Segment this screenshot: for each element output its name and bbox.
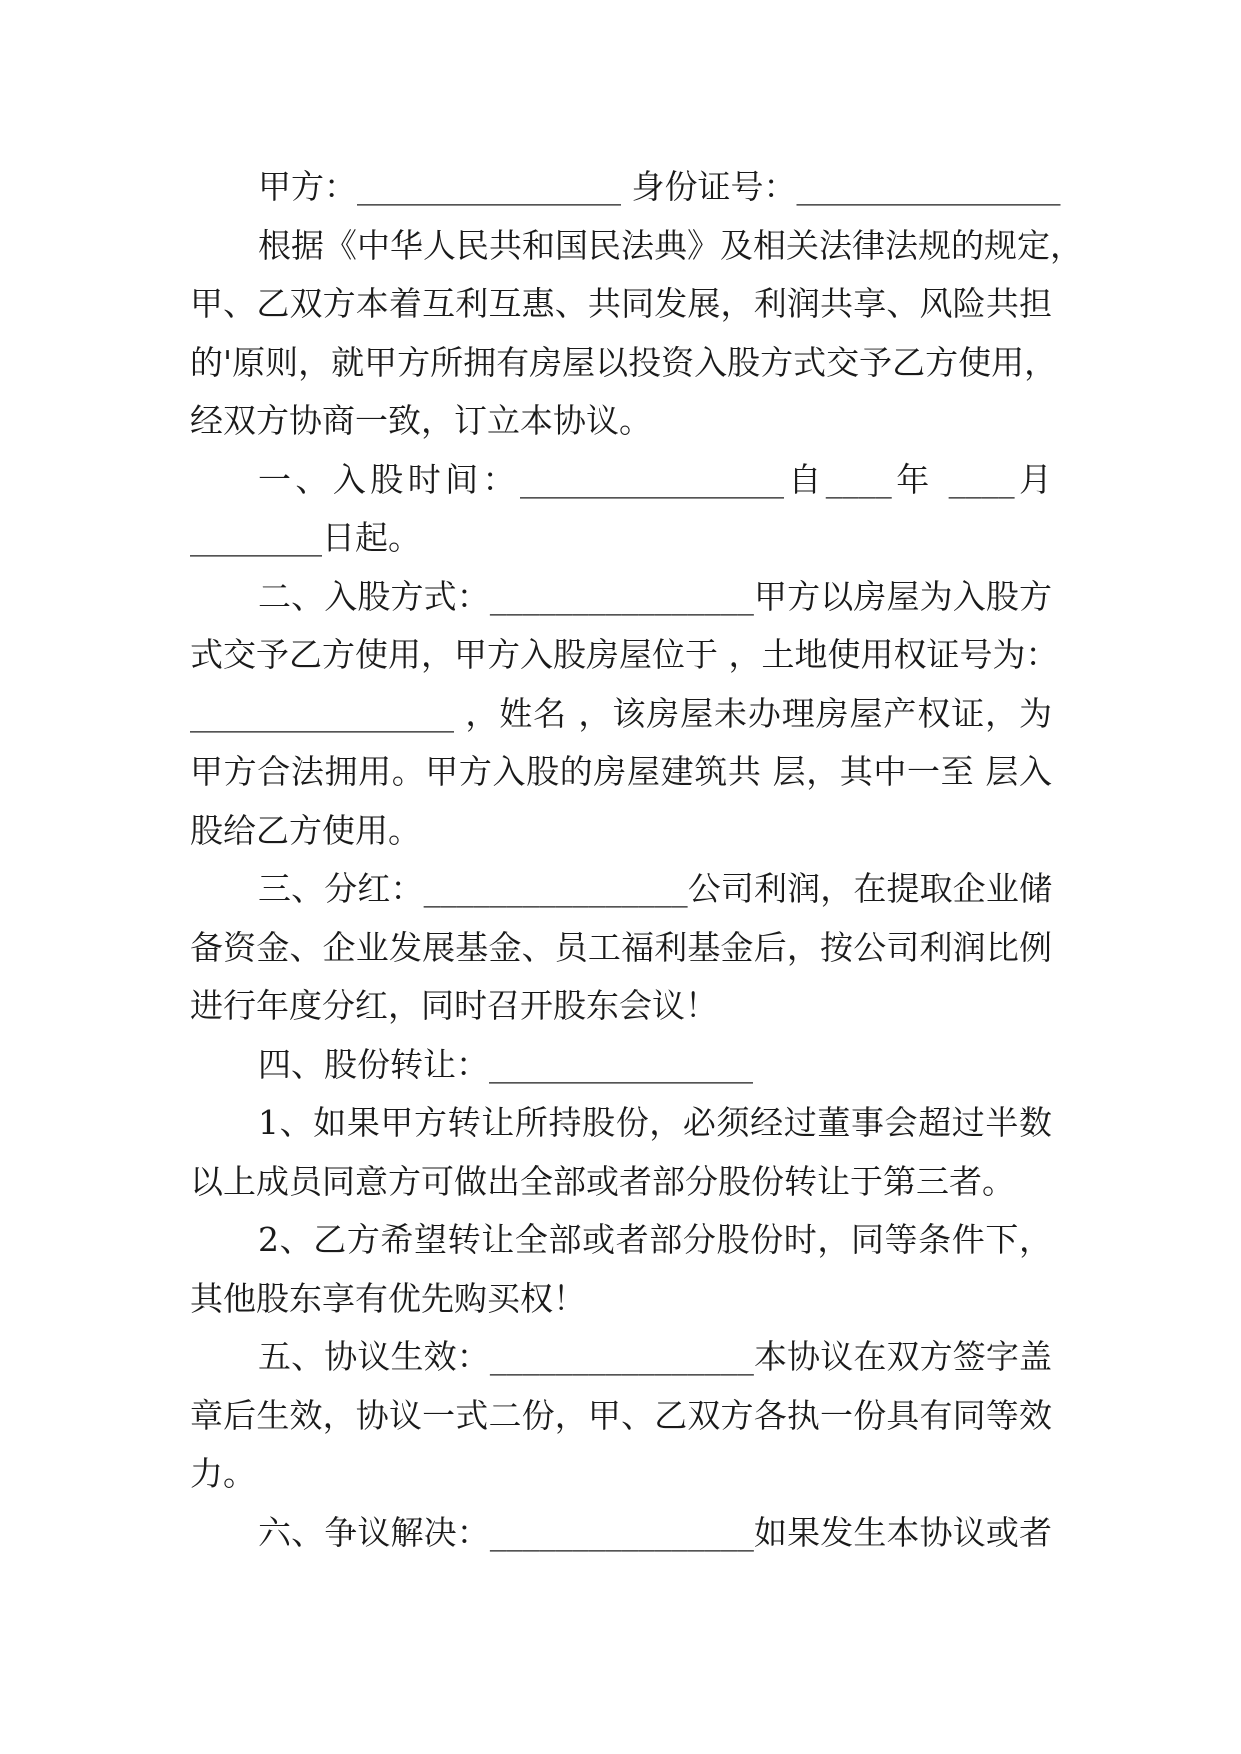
clause-2-line-5: 股给乙方使用。 bbox=[190, 810, 421, 850]
clause-5-line-3: 力。 bbox=[190, 1454, 256, 1493]
clause-5-line-2: 章后生效，协议一式二份，甲、乙双方各执一份具有同等效 bbox=[190, 1395, 1052, 1435]
clause-2-line-4: 甲方合法拥用。甲方入股的房屋建筑共 层，其中一至 层入 bbox=[190, 752, 1052, 791]
clause-4-item-1-line-1: 1、如果甲方转让所持股份，必须经过董事会超过半数 bbox=[258, 1103, 1052, 1142]
clause-3-line-2: 备资金、企业发展基金、员工福利基金后，按公司利润比例 bbox=[190, 927, 1052, 967]
clause-2-line-1: 二、入股方式：________________甲方以房屋为入股方 bbox=[258, 576, 1052, 616]
clause-1-line-2: ________日起。 bbox=[190, 518, 421, 557]
clause-4-heading: 四、股份转让：________________ bbox=[258, 1044, 753, 1084]
clause-5-line-1: 五、协议生效：________________本协议在双方签字盖 bbox=[258, 1337, 1052, 1376]
clause-2-line-2: 式交予乙方使用，甲方入股房屋位于 ，土地使用权证号为： bbox=[190, 635, 1059, 674]
preamble-line-3: 的'原则，就甲方所拥有房屋以投资入股方式交予乙方使用， bbox=[190, 342, 1058, 382]
document-body bbox=[190, 158, 1083, 1562]
clause-3-line-3: 进行年度分红，同时召开股东会议！ bbox=[190, 986, 718, 1025]
clause-4-item-2-line-2: 其他股东享有优先购买权！ bbox=[190, 1278, 586, 1318]
party-a-id-line: 甲方：________________ 身份证号：________________ bbox=[258, 167, 1061, 206]
clause-4-item-1-line-2: 以上成员同意方可做出全部或者部分股份转让于第三者。 bbox=[190, 1161, 1015, 1201]
preamble-line-2: 甲、乙双方本着互利互惠、共同发展，利润共享、风险共担 bbox=[190, 284, 1052, 323]
clause-3-line-1: 三、分红：________________公司利润，在提取企业储 bbox=[258, 869, 1052, 908]
preamble-line-1: 根据《中华人民共和国民法典》及相关法律法规的规定， bbox=[258, 225, 1083, 265]
clause-6-line-1: 六、争议解决：________________如果发生本协议或者 bbox=[258, 1512, 1052, 1552]
preamble-line-4: 经双方协商一致，订立本协议。 bbox=[190, 401, 652, 440]
clause-4-item-2-line-1: 2、乙方希望转让全部或者部分股份时，同等条件下， bbox=[258, 1220, 1052, 1259]
clause-1-line-1: 一、入股时间：________________自____年 ____月 bbox=[258, 459, 1052, 499]
clause-2-line-3: ________________ ，姓名 ，该房屋未办理房屋产权证，为 bbox=[190, 693, 1052, 733]
